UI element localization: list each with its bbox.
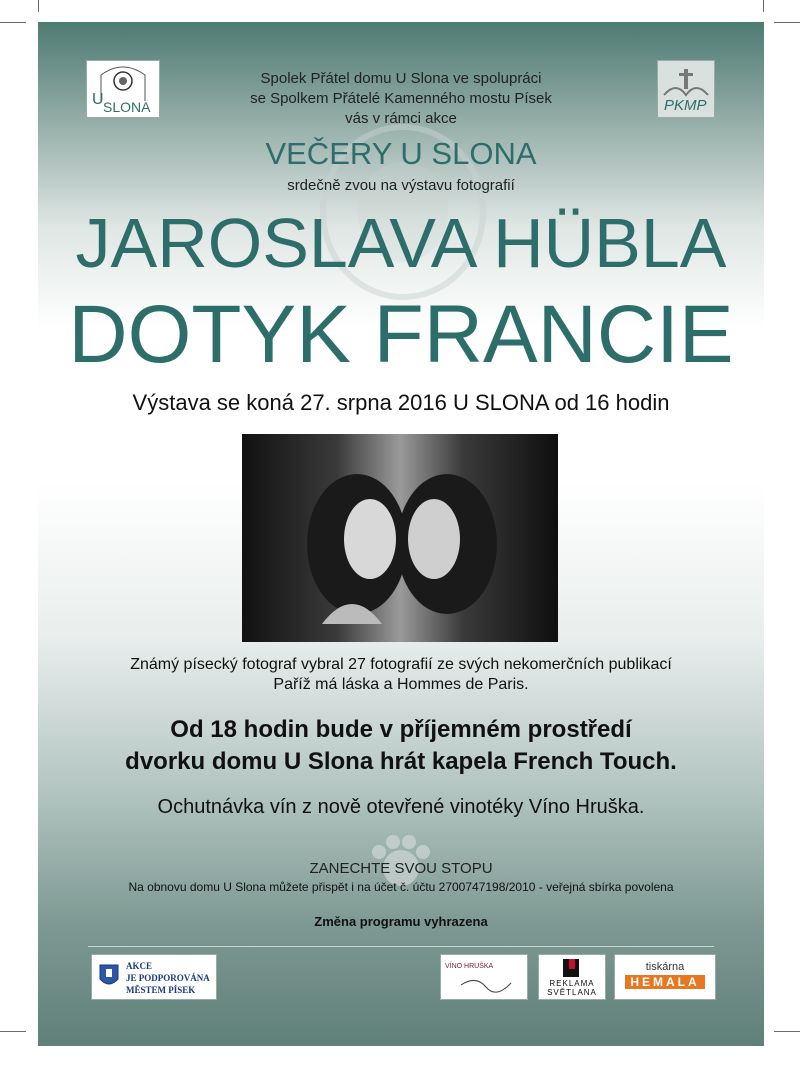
intro-line-1: Spolek Přátel domu U Slona ve spolupráci — [260, 70, 542, 87]
tiskarna-line-2: HEMALA — [625, 975, 705, 989]
concert-line-2: dvorku domu U Slona hrát kapela French Touch. — [125, 748, 677, 775]
city-line-3: MĚSTEM PÍSEK — [126, 985, 196, 995]
reklama-mark-icon — [539, 957, 605, 981]
wine-signature-icon — [441, 955, 527, 999]
date-line: Výstava se koná 27. srpna 2016 U SLONA od 16 hodin — [132, 390, 670, 415]
reklama-line-2: SVĚTLANA — [547, 988, 597, 997]
city-crest-icon — [98, 963, 120, 991]
poster — [38, 22, 764, 1046]
crop-mark — [38, 0, 39, 12]
exhibition-photo — [242, 434, 558, 642]
reklama-logo — [538, 954, 606, 1000]
pkmp-text: PKMP — [664, 97, 707, 114]
photo-silhouettes — [242, 434, 558, 642]
logo-prefix: U — [92, 91, 104, 108]
footprint-title: ZANECHTE SVOU STOPU — [309, 860, 493, 877]
donation-line: Na obnovu domu U Slona můžete přispět i na účet č. účtu 2700747198/2010 - veřejná sbírka povolena — [128, 880, 674, 894]
exhibition-title: DOTYK FRANCIE — [68, 289, 734, 380]
invite-text: srdečně zvou na výstavu fotografií — [287, 177, 515, 194]
city-support-logo — [91, 954, 217, 1000]
logo-main: SLONA — [103, 99, 151, 115]
crop-mark — [774, 22, 800, 23]
wine-shop-name: VÍNO HRUŠKA — [445, 963, 494, 970]
crop-mark — [0, 22, 26, 23]
crop-mark — [763, 0, 764, 12]
crop-mark — [0, 1031, 26, 1032]
footer-divider — [88, 946, 714, 947]
city-line-1: AKCE — [126, 961, 153, 971]
description-line-1: Známý písecký fotograf vybral 27 fotografií ze svých nekomerčních publikací — [130, 656, 672, 673]
tiskarna-logo — [614, 954, 716, 1000]
wine-shop-logo — [440, 954, 528, 1000]
description-line-2: Paříž má láska a Hommes de Paris. — [273, 676, 529, 693]
city-line-2: JE PODPOROVÁNA — [126, 973, 210, 983]
crop-mark — [774, 1031, 800, 1032]
intro-line-3: vás v rámci akce — [345, 110, 457, 127]
reklama-line-1: REKLAMA — [549, 979, 595, 988]
author-name: JAROSLAVA HÜBLA — [75, 204, 727, 282]
program-note: Změna programu vyhrazena — [314, 914, 488, 929]
tiskarna-line-1: tiskárna — [645, 961, 685, 973]
wine-line: Ochutnávka vín z nově otevřené vinotéky Víno Hruška. — [157, 796, 645, 818]
event-series: VEČERY U SLONA — [265, 136, 537, 171]
concert-line-1: Od 18 hodin bude v příjemném prostředí — [170, 716, 632, 743]
intro-line-2: se Spolkem Přátelé Kamenného mostu Písek — [250, 90, 552, 107]
